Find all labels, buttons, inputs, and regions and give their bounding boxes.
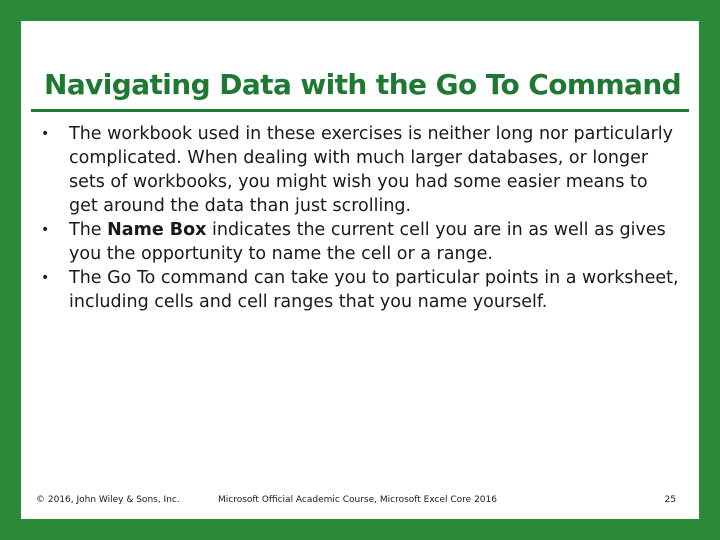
bullet-dot-icon: • [41, 222, 50, 238]
bullet-dot-icon: • [41, 270, 50, 286]
slide [21, 21, 699, 519]
bullet-item-workbook [41, 122, 681, 218]
bullet-list [41, 122, 681, 314]
footer-page-number: 25 [664, 495, 676, 505]
bullet-text-before: The Go To command can take you to particular points in a worksheet, including cells and cell ranges that you name yourself. [69, 268, 679, 312]
bullet-text-after: indicates the current cell you are in as well as gives you the opportunity to name the cell or a range. [69, 220, 666, 264]
slide-title: Navigating Data with the Go To Command [44, 68, 682, 101]
bullet-text [69, 268, 679, 312]
bullet-text [69, 220, 666, 264]
bullet-text-before: The [69, 220, 108, 240]
footer-course-title: Microsoft Official Academic Course, Microsoft Excel Core 2016 [218, 495, 497, 505]
bullet-item-go-to [41, 266, 681, 314]
bullet-dot-icon: • [41, 126, 50, 142]
bullet-text-before: The workbook used in these exercises is neither long nor particularly complicated. When dealing with much larger databases, or longer sets of workbooks, you might wish you had some easier means to get around the data than just scrolling. [69, 124, 673, 216]
footer-copyright: © 2016, John Wiley & Sons, Inc. [36, 495, 180, 505]
title-underline-rule [31, 109, 689, 112]
bullet-item-name-box [41, 218, 681, 266]
bullet-text [69, 124, 673, 216]
bullet-bold-term: Name Box [107, 220, 207, 240]
